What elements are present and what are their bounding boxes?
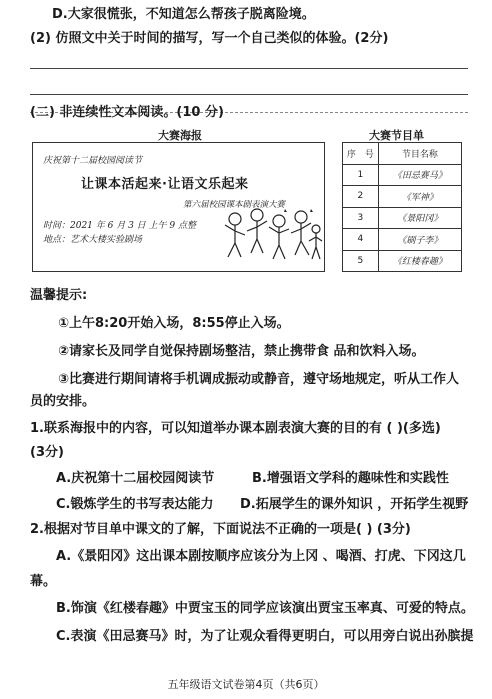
q1-option-c[interactable]: C.锻炼学生的书写表达能力 [56,497,214,512]
q2-option-c[interactable]: C.表演《田忌赛马》时，为了让观众看得更明白，可以用旁白说出孙膑提 [56,629,474,644]
page-footer: 五年级语文试卷第4页（共6页） [167,678,325,691]
contest-poster [32,142,325,272]
row-no: 4 [343,229,379,251]
header-no: 序 号 [343,143,379,165]
row-name: 《红楼春趣》 [378,250,461,272]
q2-stem: 2.根据对节目单中课文的了解，下面说法不正确的一项是( ) (3分) [30,522,411,537]
row-name: 《田忌赛马》 [378,164,461,186]
poster-slogan: 让课本活起来·让语文乐起来 [81,177,249,192]
header-name: 节目名称 [378,143,461,165]
row-no: 5 [343,250,379,272]
q1-option-b[interactable]: B.增强语文学科的趣味性和实践性 [252,471,449,486]
poster-caption: 大赛海报 [158,129,202,142]
poster-contest: 第六届校园课本剧表演大赛 [183,200,286,210]
tip-1: ①上午8:20开始入场，8:55停止入场。 [58,316,290,331]
q2-option-b[interactable]: B.饰演《红楼春趣》中贾宝玉的同学应该演出贾宝玉率真、可爱的特点。 [56,601,474,616]
program-table [342,142,462,272]
table-row [343,164,462,186]
option-d: D.大家很慌张，不知道怎么帮孩子脱离险境。 [52,7,315,22]
row-no: 3 [343,207,379,229]
table-row [343,207,462,229]
q1-option-d[interactable]: D.拓展学生的课外知识 ，开拓学生视野 [240,497,469,512]
answer-line-2[interactable] [30,94,468,95]
row-no: 2 [343,186,379,208]
q1-stem-line-2: (3分) [30,445,64,460]
table-row [343,186,462,208]
row-name: 《刷子李》 [378,229,461,251]
answer-line-1[interactable] [30,68,468,69]
row-no: 1 [343,164,379,186]
q1-stem-line-1: 1.联系海报中的内容，可以知道举办课本剧表演大赛的目的有 ( )(多选) [30,421,441,436]
poster-time: 时间：2021 年 6 月 3 日 上午 9 点整 [43,221,196,231]
program-caption: 大赛节目单 [369,129,424,142]
table-row [343,229,462,251]
row-name: 《军神》 [378,186,461,208]
poster-venue: 地点：艺术大楼实验剧场 [43,235,143,245]
poster-festival: 庆祝第十二届校园阅读节 [43,156,143,166]
q2-option-a-line-2: 幕。 [30,574,57,589]
program-header-row [343,143,462,165]
tip-2: ②请家长及同学自觉保持剧场整洁，禁止携带食 品和饮料入场。 [58,344,425,359]
question-2-instruction: (2) 仿照文中关于时间的描写，写一个自己类似的体验。(2分) [30,31,389,46]
section-title: (二) 非连续性文本阅读。(10 分) [30,105,224,120]
tip-3-line-1: ③比赛进行期间请将手机调成振动或静音，遵守场地规定，听从工作人 [58,372,460,387]
q1-option-a[interactable]: A.庆祝第十二届校园阅读节 [56,471,215,486]
table-row [343,250,462,272]
tips-title: 温馨提示: [30,288,88,303]
q2-option-a-line-1[interactable]: A.《景阳冈》这出课本剧按顺序应该分为上冈 、喝酒、打虎、下冈这几 [56,549,466,564]
row-name: 《景阳冈》 [378,207,461,229]
tip-3-line-2: 员的安排。 [30,394,96,409]
dancing-kids-illustration [223,205,323,269]
